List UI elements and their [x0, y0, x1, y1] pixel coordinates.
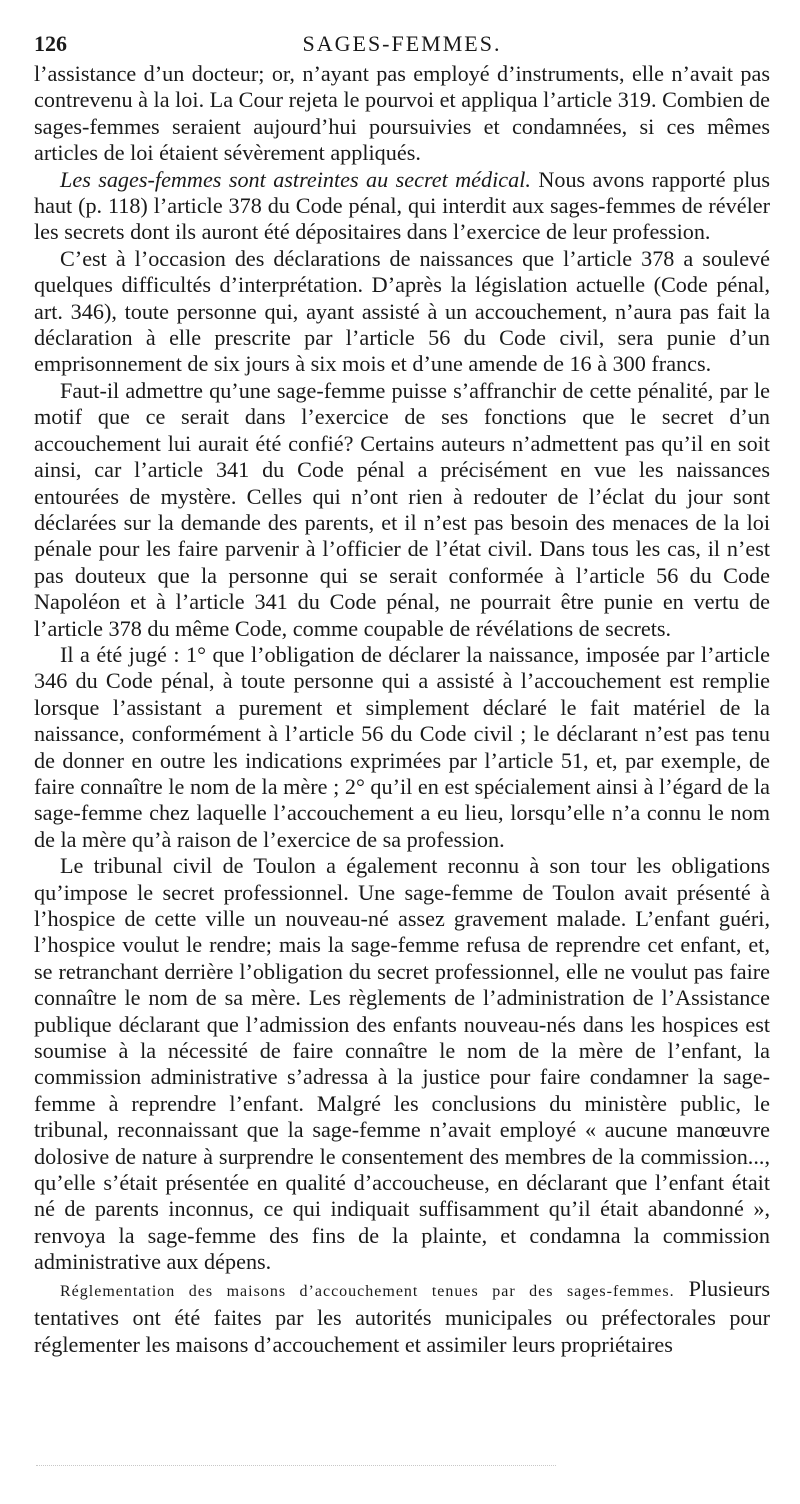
- scan-artifact: [36, 1465, 556, 1468]
- section-heading: Réglementation des maisons d’accouchement tenues par des sages-femmes.: [60, 1282, 675, 1300]
- paragraph: Les sages-femmes sont astreintes au secret médical. Nous avons rapporté plus haut (p. 118) l’article 378 du Code pénal, qui interdit aux sages-femmes de révéler les secrets dont ils auront été dépositaires dans l’exercice de leur profession.: [34, 166, 770, 245]
- page-number: 126: [34, 31, 67, 56]
- paragraph: Faut-il admettre qu’une sage-femme puisse s’affranchir de cette pénalité, par le motif que ce serait dans l’exercice de ses fonctions que le secret d’un accouchement lui aurait été confié? Certains auteurs n’admettent pas qu’il en soit ainsi, car l’article 341 du Code pénal a précisément en vue les naissances entourées de mystère. Celles qui n’ont rien à redouter de l’éclat du jour sont déclarées sur la demande des parents, et il n’est pas besoin des menaces de la loi pénale pour les faire parvenir à l’officier de l’état civil. Dans tous les cas, il n’est pas douteux que la personne qui se serait conformée à l’article 56 du Code Napoléon et à l’article 341 du Code pénal, ne pourrait être punie en vertu de l’article 378 du même Code, comme coupable de révélations de secrets.: [34, 377, 770, 641]
- paragraph: l’assistance d’un docteur; or, n’ayant pas employé d’instruments, elle n’avait pas contrevenu à la loi. La Cour rejeta le pourvoi et appliqua l’article 319. Combien de sages-femmes seraient aujourd’hui poursuivies et condamnées, si ces mêmes articles de loi étaient sévèrement appliqués.: [34, 61, 770, 166]
- paragraph: C’est à l’occasion des déclarations de naissances que l’article 378 a soulevé quelques difficultés d’interprétation. D’après la législation actuelle (Code pénal, art. 346), toute personne qui, ayant assisté à un accouchement, n’aura pas fait la déclaration à elle prescrite par l’article 56 du Code civil, sera punie d’un emprisonnement de six jours à six mois et d’une amende de 16 à 300 francs.: [34, 245, 770, 377]
- section-lead: Les sages-femmes sont astreintes au secret médical.: [60, 166, 531, 192]
- page-header: [34, 30, 770, 58]
- paragraph: Le tribunal civil de Toulon a également reconnu à son tour les obligations qu’impose le secret professionnel. Une sage-femme de Toulon avait présenté à l’hospice de cette ville un nouveau-né assez gravement malade. L’enfant guéri, l’hospice voulut le rendre; mais la sage-femme refusa de reprendre cet enfant, et, se retranchant derrière l’obligation du secret professionnel, elle ne voulut pas faire connaître le nom de sa mère. Les règlements de l’administration de l’Assistance publique déclarant que l’admission des enfants nouveau-nés dans les hospices est soumise à la nécessité de faire connaître le nom de la mère de l’enfant, la commission administrative s’adressa à la justice pour faire condamner la sage-femme à reprendre l’enfant. Malgré les conclusions du ministère public, le tribunal, reconnaissant que la sage-femme n’avait employé « aucune manœuvre dolosive de nature à surprendre le consentement des membres de la commission..., qu’elle s’était présentée en qualité d’accoucheuse, en déclarant que l’enfant était né de parents inconnus, ce qui indiquait suffisamment qu’il était abandonné », renvoya la sage-femme des fins de la plainte, et condamna la commission administrative aux dépens.: [34, 853, 770, 1275]
- paragraph: Réglementation des maisons d’accouchement tenues par des sages-femmes. Plusieurs tentatives ont été faites par les autorités municipales ou préfectorales pour réglementer les maisons d’accouchement et assimiler leurs propriétaires: [34, 1275, 770, 1357]
- running-title: SAGES-FEMMES.: [302, 31, 502, 56]
- page-body: [34, 61, 770, 1358]
- paragraph: Il a été jugé : 1° que l’obligation de déclarer la naissance, imposée par l’article 346 du Code pénal, à toute personne qui a assisté à l’accouchement est remplie lorsque l’assistant a purement et simplement déclaré le fait matériel de la naissance, conformément à l’article 56 du Code civil ; le déclarant n’est pas tenu de donner en outre les indications exprimées par l’article 51, et, par exemple, de faire connaître le nom de la mère ; 2° qu’il en est spécialement ainsi à l’égard de la sage-femme chez laquelle l’accouchement a eu lieu, lorsqu’elle n’a connu le nom de la mère qu’à raison de l’exercice de sa profession.: [34, 641, 770, 852]
